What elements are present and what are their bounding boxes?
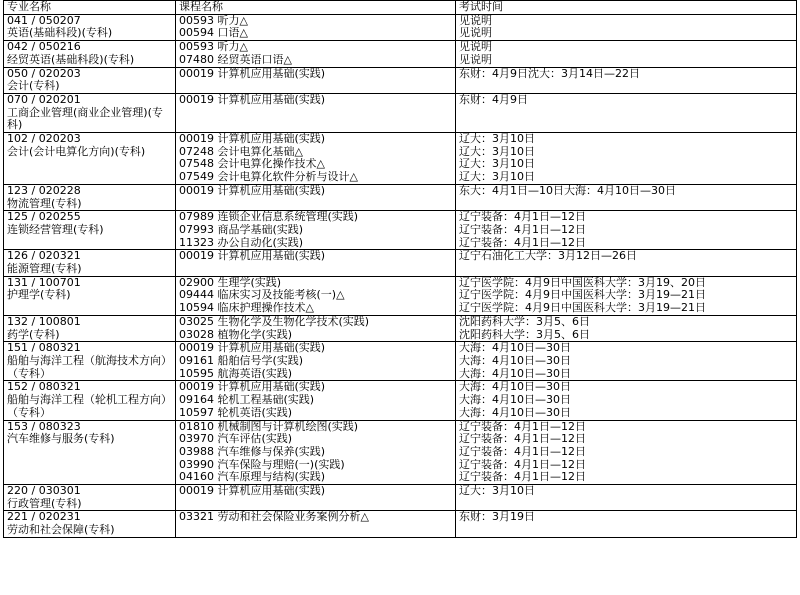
- course-entry: 09161 船舶信号学(实践): [179, 354, 304, 367]
- exam-time-entry: 辽宁医学院：4月9日中国医科大学：3月19、20日: [459, 276, 706, 289]
- course-entry: 00019 计算机应用基础(实践): [179, 133, 326, 146]
- major-name: 经贸英语(基础科段)(专科): [7, 52, 135, 66]
- course-entry: 07480 经贸英语口语△: [179, 53, 292, 66]
- course-cell: [176, 276, 456, 315]
- major-name: 护理学(专科): [7, 288, 71, 302]
- course-entry: 09444 临床实习及技能考核(一)△: [179, 289, 345, 302]
- course-entry: 00019 计算机应用基础(实践): [179, 250, 326, 263]
- course-cell: [176, 250, 456, 276]
- course-cell: [176, 342, 456, 381]
- exam-time-entry: 辽宁医学院：4月9日中国医科大学：3月19—21日: [459, 302, 706, 315]
- major-cell: [4, 67, 176, 93]
- major-name: 行政管理(专科): [7, 496, 82, 510]
- exam-time-cell: [456, 93, 797, 132]
- course-entry: 00594 口语△: [179, 27, 248, 40]
- exam-time-entry: 见说明: [459, 53, 492, 66]
- exam-time-entry: 东财：4月9日沈大：3月14日—22日: [459, 67, 640, 80]
- major-code: 221 / 020231: [7, 511, 81, 524]
- major-name: 船舶与海洋工程（航海技术方向）（专科）: [7, 353, 172, 380]
- exam-time-entry: 辽大：3月10日: [459, 133, 535, 146]
- header-major: 专业名称: [4, 1, 176, 15]
- exam-time-entry: 辽宁装备：4月1日—12日: [459, 471, 586, 484]
- major-code: 126 / 020321: [7, 250, 81, 263]
- course-cell: [176, 211, 456, 250]
- table-row: [4, 511, 797, 537]
- major-cell: [4, 420, 176, 485]
- table-row: [4, 381, 797, 420]
- table-row: [4, 67, 797, 93]
- major-cell: [4, 511, 176, 537]
- course-entry: 03990 汽车保险与理赔(一)(实践): [179, 458, 345, 471]
- major-cell: [4, 276, 176, 315]
- course-entry: 03321 劳动和社会保险业务案例分析△: [179, 511, 369, 524]
- major-cell: [4, 14, 176, 40]
- major-code: 153 / 080323: [7, 420, 81, 433]
- table-row: [4, 420, 797, 485]
- exam-time-entry: 大海：4月10日—30日: [459, 394, 571, 407]
- major-code: 123 / 020228: [7, 184, 81, 197]
- course-entry: 00019 计算机应用基础(实践): [179, 184, 326, 197]
- exam-time-entry: 见说明: [459, 14, 492, 27]
- course-entry: 09164 轮机工程基础(实践): [179, 394, 315, 407]
- course-entry: 00019 计算机应用基础(实践): [179, 93, 326, 106]
- exam-time-entry: 沈阳药科大学：3月5、6日: [459, 315, 590, 328]
- course-cell: [176, 67, 456, 93]
- major-cell: [4, 485, 176, 511]
- course-entry: 04160 汽车原理与结构(实践): [179, 471, 326, 484]
- exam-time-entry: 东财：3月19日: [459, 511, 535, 524]
- table-row: [4, 342, 797, 381]
- exam-time-cell: [456, 315, 797, 341]
- major-cell: [4, 211, 176, 250]
- exam-time-entry: 辽宁石油化工大学：3月12日—26日: [459, 250, 637, 263]
- course-entry: 00019 计算机应用基础(实践): [179, 381, 326, 394]
- major-name: 英语(基础科段)(专科): [7, 26, 113, 40]
- course-entry: 01810 机械制图与计算机绘图(实践): [179, 420, 359, 433]
- major-code: 041 / 050207: [7, 14, 81, 27]
- course-cell: [176, 93, 456, 132]
- course-entry: 07548 会计电算化操作技术△: [179, 158, 325, 171]
- exam-time-entry: 辽大：3月10日: [459, 171, 535, 184]
- major-code: 152 / 080321: [7, 381, 81, 394]
- major-name: 连锁经营管理(专科): [7, 222, 104, 236]
- major-name: 会计(专科): [7, 79, 60, 93]
- course-cell: [176, 184, 456, 210]
- course-entry: 00593 听力△: [179, 41, 248, 54]
- course-entry: 00019 计算机应用基础(实践): [179, 342, 326, 355]
- major-code: 132 / 100801: [7, 315, 81, 328]
- major-cell: [4, 93, 176, 132]
- exam-time-entry: 辽大：3月10日: [459, 158, 535, 171]
- exam-time-entry: 东大：4月1日—10日大海：4月10日—30日: [459, 184, 676, 197]
- exam-time-cell: [456, 14, 797, 40]
- exam-time-entry: 大海：4月10日—30日: [459, 342, 571, 355]
- table-row: [4, 315, 797, 341]
- major-code: 070 / 020201: [7, 93, 81, 106]
- course-cell: [176, 485, 456, 511]
- header-course: 课程名称: [176, 1, 456, 15]
- major-code: 131 / 100701: [7, 276, 81, 289]
- course-entry: 00019 计算机应用基础(实践): [179, 485, 326, 498]
- table-row: [4, 276, 797, 315]
- major-name: 汽车维修与服务(专科): [7, 432, 115, 446]
- exam-time-entry: 辽宁医学院：4月9日中国医科大学：3月19—21日: [459, 289, 706, 302]
- course-cell: [176, 315, 456, 341]
- course-entry: 03970 汽车评估(实践): [179, 433, 293, 446]
- exam-time-entry: 辽大：3月10日: [459, 145, 535, 158]
- major-name: 物流管理(专科): [7, 196, 82, 210]
- exam-time-entry: 辽宁装备：4月1日—12日: [459, 433, 586, 446]
- major-code: 042 / 050216: [7, 41, 81, 54]
- major-cell: [4, 250, 176, 276]
- exam-time-cell: [456, 276, 797, 315]
- major-name: 船舶与海洋工程（轮机工程方向）（专科）: [7, 393, 172, 419]
- exam-time-cell: [456, 420, 797, 485]
- exam-time-entry: 见说明: [459, 41, 492, 54]
- course-entry: 07993 商品学基础(实践): [179, 223, 304, 236]
- course-entry: 00019 计算机应用基础(实践): [179, 67, 326, 80]
- exam-time-cell: [456, 381, 797, 420]
- course-cell: [176, 381, 456, 420]
- exam-time-entry: 辽宁装备：4月1日—12日: [459, 445, 586, 458]
- table-row: [4, 485, 797, 511]
- course-entry: 07989 连锁企业信息系统管理(实践): [179, 211, 359, 224]
- major-name: 药学(专科): [7, 327, 60, 341]
- course-entry: 10597 轮机英语(实践): [179, 406, 293, 419]
- exam-time-cell: [456, 41, 797, 67]
- exam-time-entry: 辽大：3月10日: [459, 485, 535, 498]
- exam-time-cell: [456, 184, 797, 210]
- table-row: [4, 93, 797, 132]
- major-cell: [4, 184, 176, 210]
- exam-time-entry: 见说明: [459, 27, 492, 40]
- exam-time-entry: 辽宁装备：4月1日—12日: [459, 420, 586, 433]
- exam-time-cell: [456, 67, 797, 93]
- table-row: [4, 184, 797, 210]
- exam-time-cell: [456, 211, 797, 250]
- exam-time-entry: 大海：4月10日—30日: [459, 406, 571, 419]
- header-exam-time: 考试时间: [456, 1, 797, 15]
- exam-time-cell: [456, 250, 797, 276]
- course-cell: [176, 511, 456, 537]
- exam-time-entry: 东财：4月9日: [459, 93, 528, 106]
- exam-time-cell: [456, 133, 797, 185]
- course-entry: 03028 植物化学(实践): [179, 328, 293, 341]
- course-cell: [176, 14, 456, 40]
- table-row: [4, 250, 797, 276]
- course-entry: 02900 生理学(实践): [179, 276, 282, 289]
- exam-time-entry: 辽宁装备：4月1日—12日: [459, 236, 586, 249]
- table-row: [4, 41, 797, 67]
- major-cell: [4, 342, 176, 381]
- table-body: [4, 14, 797, 537]
- table-row: [4, 14, 797, 40]
- table-row: [4, 133, 797, 185]
- exam-time-entry: 沈阳药科大学：3月5、6日: [459, 328, 590, 341]
- major-name: 劳动和社会保障(专科): [7, 523, 115, 537]
- exam-time-entry: 辽宁装备：4月1日—12日: [459, 223, 586, 236]
- course-entry: 03025 生物化学及生物化学技术(实践): [179, 315, 370, 328]
- exam-time-cell: [456, 342, 797, 381]
- major-cell: [4, 133, 176, 185]
- course-entry: 00593 听力△: [179, 14, 248, 27]
- major-name: 工商企业管理(商业企业管理)(专科): [7, 105, 163, 132]
- course-entry: 07549 会计电算化软件分析与设计△: [179, 171, 358, 184]
- course-entry: 10595 航海英语(实践): [179, 367, 293, 380]
- exam-time-cell: [456, 511, 797, 537]
- major-code: 102 / 020203: [7, 133, 81, 146]
- major-name: 能源管理(专科): [7, 262, 82, 276]
- major-code: 050 / 020203: [7, 67, 81, 80]
- major-cell: [4, 381, 176, 420]
- exam-time-cell: [456, 485, 797, 511]
- course-entry: 10594 临床护理操作技术△: [179, 302, 314, 315]
- major-code: 220 / 030301: [7, 485, 81, 498]
- major-name: 会计(会计电算化方向)(专科): [7, 144, 146, 158]
- table-row: [4, 211, 797, 250]
- major-cell: [4, 315, 176, 341]
- exam-time-entry: 辽宁装备：4月1日—12日: [459, 211, 586, 224]
- course-entry: 11323 办公自动化(实践): [179, 236, 304, 249]
- exam-schedule-table: [3, 0, 797, 538]
- course-cell: [176, 133, 456, 185]
- course-entry: 03988 汽车维修与保养(实践): [179, 445, 326, 458]
- header-row: [4, 1, 797, 15]
- major-cell: [4, 41, 176, 67]
- exam-time-entry: 大海：4月10日—30日: [459, 354, 571, 367]
- course-cell: [176, 420, 456, 485]
- exam-time-entry: 大海：4月10日—30日: [459, 367, 571, 380]
- course-cell: [176, 41, 456, 67]
- major-code: 151 / 080321: [7, 342, 81, 355]
- exam-time-entry: 辽宁装备：4月1日—12日: [459, 458, 586, 471]
- major-code: 125 / 020255: [7, 211, 81, 224]
- exam-time-entry: 大海：4月10日—30日: [459, 381, 571, 394]
- course-entry: 07248 会计电算化基础△: [179, 145, 303, 158]
